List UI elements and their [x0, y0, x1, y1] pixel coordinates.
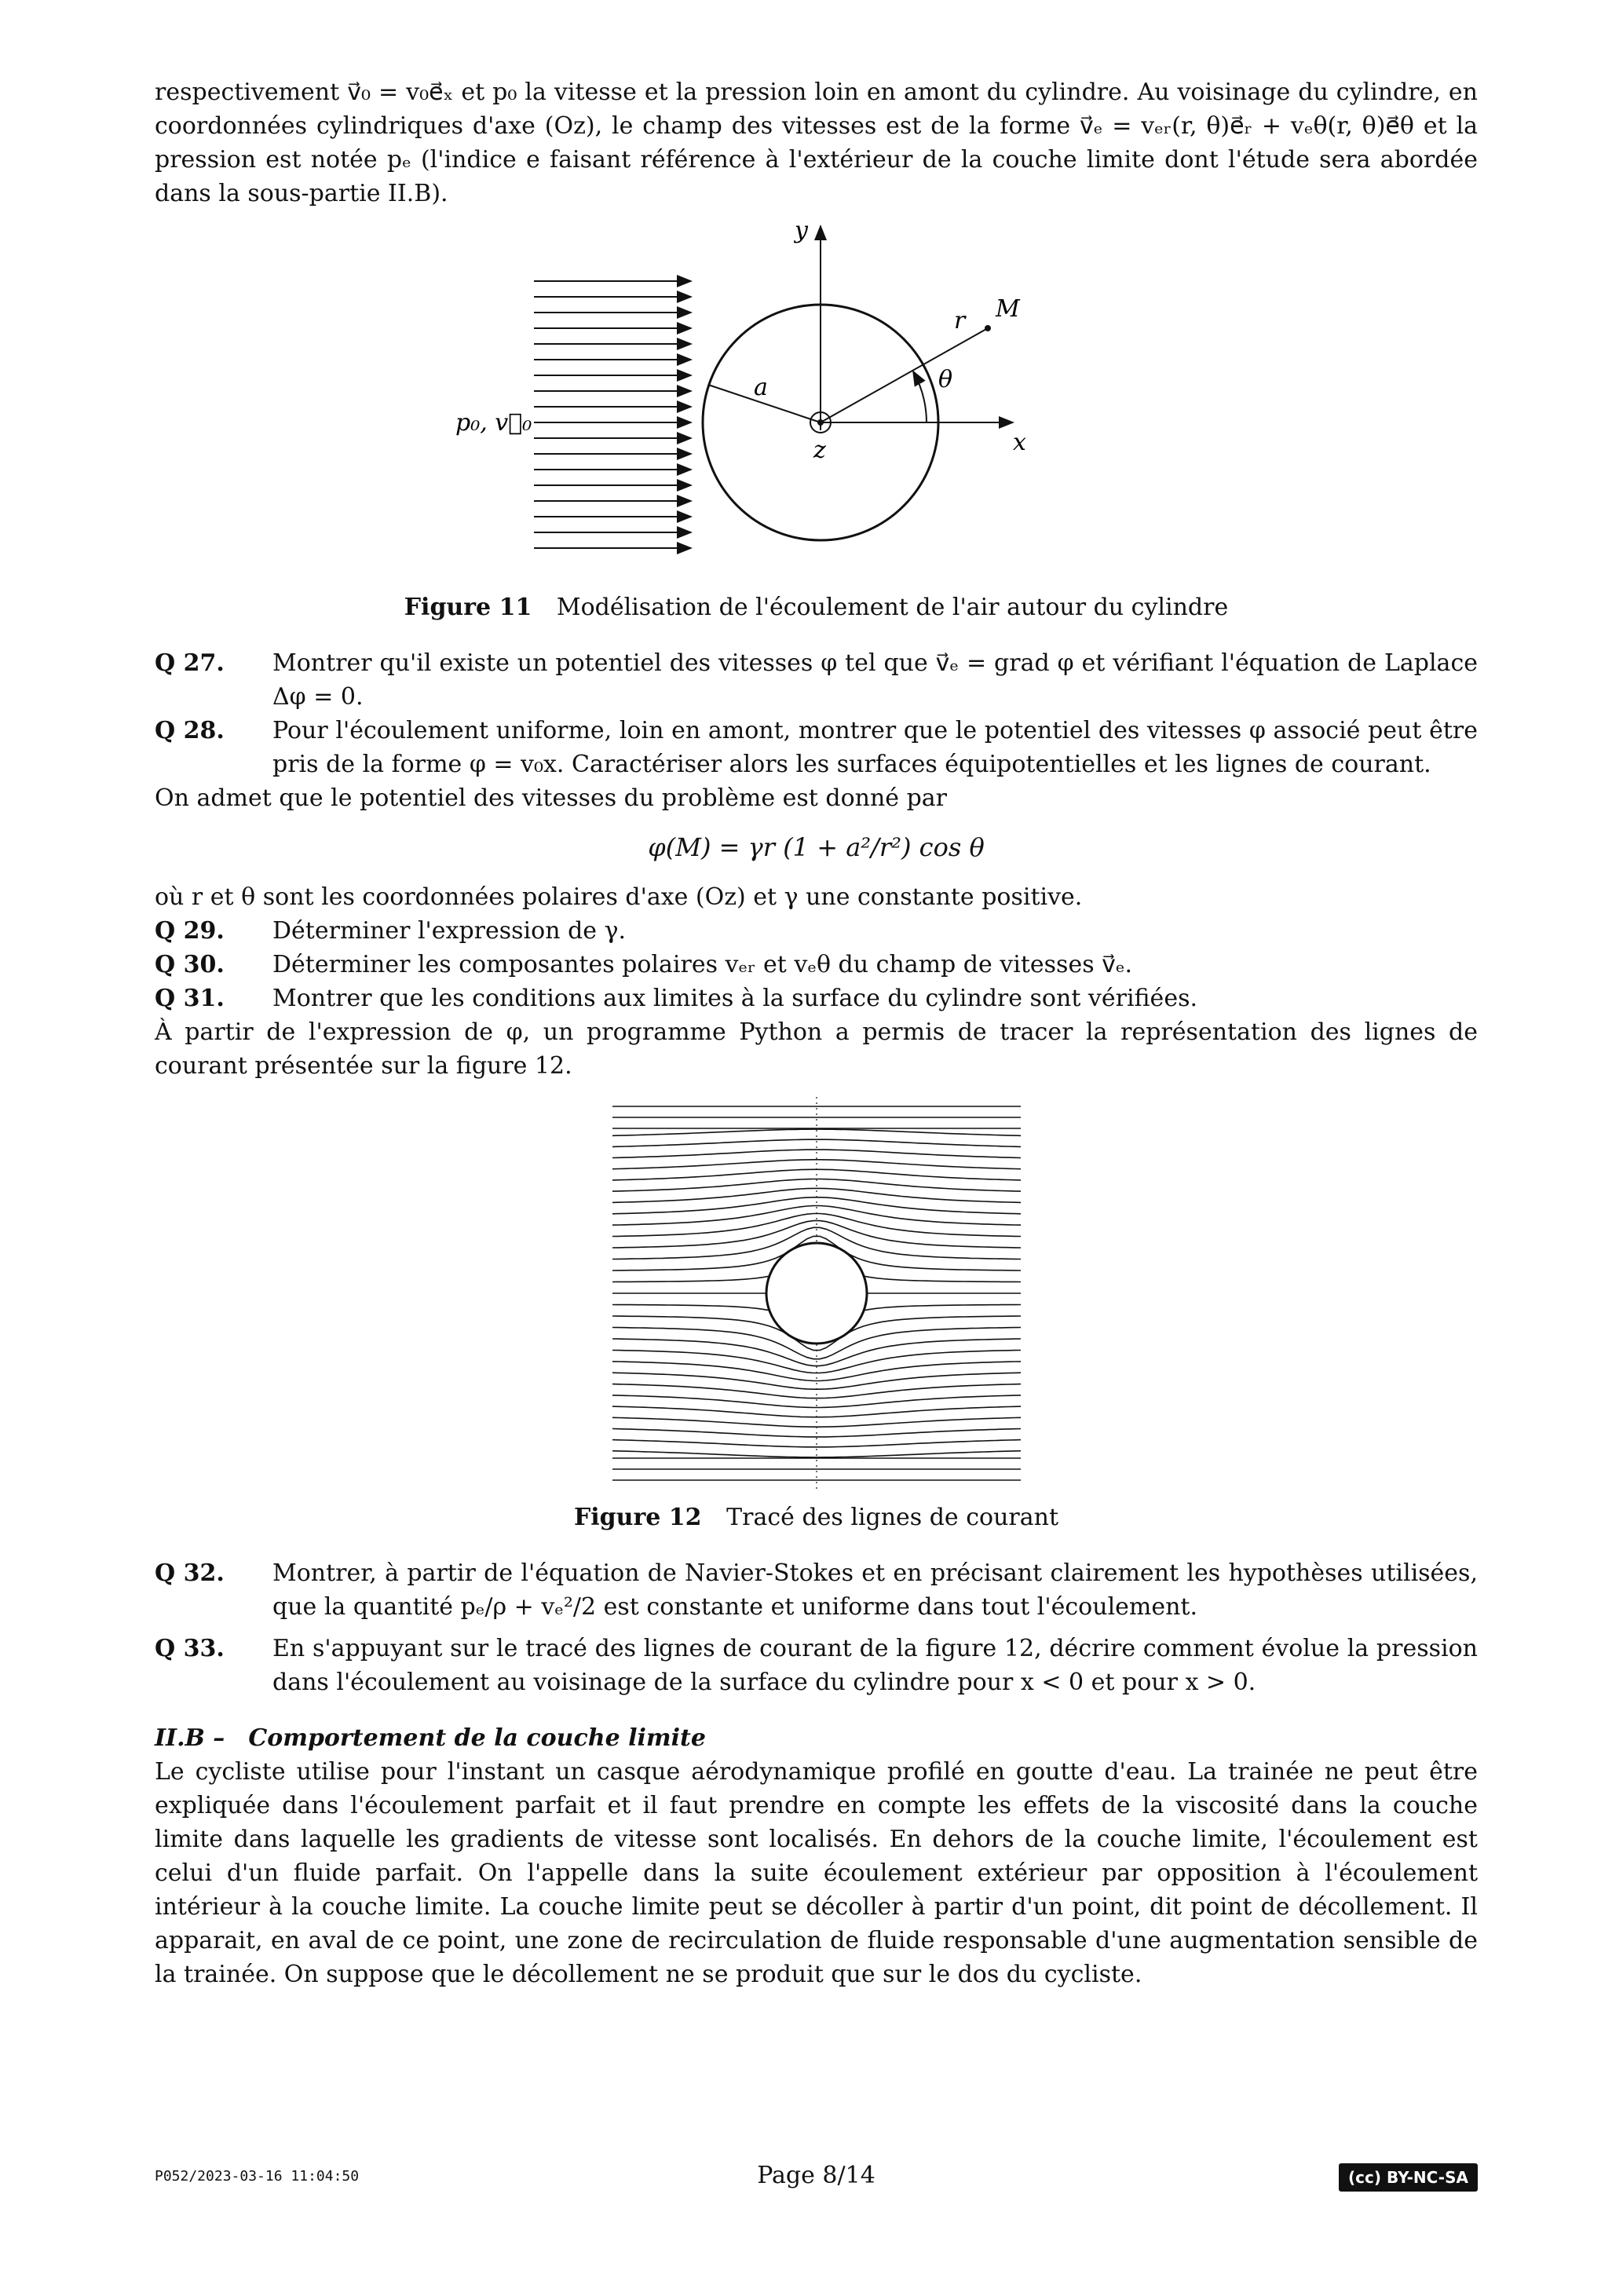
section-title: Comportement de la couche limite — [248, 1724, 706, 1752]
question-32: Q 32. Montrer, à partir de l'équation de Navier-Stokes et en précisant clairement les hypothèses utilisées, que la quantité pₑ/ρ + vₑ²/2 est constante et uniforme dans tout l'écoulement. — [155, 1559, 1478, 1621]
admit-text: On admet que le potentiel des vitesses du problème est donné par — [155, 784, 948, 812]
page-number: Page 8/14 — [757, 2162, 875, 2189]
streamline — [612, 1384, 1021, 1398]
python-text: À partir de l'expression de φ, un programme Python a permis de tracer la représentation des lignes de courant présentée sur la figure 12. — [155, 1018, 1478, 1080]
point-m — [985, 325, 991, 331]
question-30: Q 30. Déterminer les composantes polaires vₑᵣ et vₑθ du champ de vitesses v⃗ₑ. — [155, 951, 1133, 978]
question-31: Q 31. Montrer que les conditions aux limites à la surface du cylindre sont vérifiées. — [155, 985, 1197, 1012]
section-number: II.B – — [155, 1724, 225, 1752]
question-28: Q 28. Pour l'écoulement uniforme, loin en amont, montrer que le potentiel des vitesses φ associé peut être pris de la forme φ = v₀x. Caractériser alors les surfaces équipotentielles et les lignes de courant. — [155, 717, 1478, 778]
m-label: M — [995, 295, 1020, 323]
question-33: Q 33. En s'appuyant sur le tracé des lignes de courant de la figure 12, décrire comment évolue la pression dans l'écoulement au voisinage de la surface du cylindre pour x < 0 et pour x > 0. — [155, 1635, 1478, 1696]
streamline — [612, 1150, 1021, 1157]
streamline — [612, 1139, 1021, 1146]
figure-11-text: Modélisation de l'écoulement de l'air autour du cylindre — [556, 594, 1229, 621]
uniform-flow-arrows — [534, 281, 691, 548]
figure-12-number: Figure 12 — [573, 1504, 702, 1531]
y-label: y — [794, 217, 808, 244]
radius-r-line — [821, 328, 988, 422]
page-footer — [155, 2162, 1478, 2193]
question-29: Q 29. Déterminer l'expression de γ. — [155, 917, 627, 945]
figure-11 — [385, 210, 1248, 579]
footer-meta: P052/2023-03-16 11:04:50 — [155, 2168, 360, 2184]
potential-equation: φ(M) = γr (1 + a²/r²) cos θ — [648, 832, 985, 862]
cylinder-section — [766, 1243, 867, 1344]
figure-11-number: Figure 11 — [404, 594, 532, 621]
license-badge: (cc) BY-NC-SA — [1339, 2163, 1478, 2192]
theta-label: θ — [938, 366, 952, 393]
r-label: r — [953, 307, 965, 335]
question-27: Q 27. Montrer qu'il existe un potentiel des vitesses φ tel que v⃗ₑ = grad φ et vérifiant l'équation de Laplace Δφ = 0. — [155, 649, 1478, 711]
section-heading — [155, 1721, 1478, 1755]
figure-12-caption — [155, 1501, 1478, 1534]
section-paragraph: Le cycliste utilise pour l'instant un casque aérodynamique profilé en goutte d'eau. La trainée ne peut être expliquée dans l'écoulement parfait et il faut prendre en compte les effets de la viscosité dans la couche limite dans laquelle les gradients de vitesse sont localisés. En dehors de la couche limite, l'écoulement est celui d'un fluide parfait. On l'appelle dans la suite écoulement extérieur par opposition à l'écoulement intérieur à la couche limite. La couche limite peut se décoller à partir d'un point, dit point de décollement. Il apparait, en aval de ce point, une zone de recirculation de fluide responsable d'une augmentation sensible de la trainée. On suppose que le décollement ne se produit que sur le dos du cycliste. — [155, 1758, 1478, 1988]
figure-12 — [612, 1097, 1021, 1490]
z-label: z — [813, 437, 826, 464]
intro-paragraph: respectivement v⃗₀ = v₀e⃗ₓ et p₀ la vitesse et la pression loin en amont du cylindre. Au voisinage du cylindre, en coordonnées cylindriques d'axe (Oz), le champ des vitesses est de la forme v⃗ₑ = vₑᵣ(r, θ)e⃗ᵣ + vₑθ(r, θ)e⃗θ et la pression est notée pₑ (l'indice e faisant référence à l'extérieur de la couche limite dont l'étude sera abordée dans la sous-partie II.B). — [155, 79, 1478, 207]
x-label: x — [1012, 429, 1026, 456]
figure-12-text: Tracé des lignes de courant — [726, 1504, 1059, 1531]
where-text: où r et θ sont les coordonnées polaires d'axe (Oz) et γ une constante positive. — [155, 883, 1083, 911]
p0-v0-label: p₀, v⃗₀ — [455, 409, 532, 437]
streamline — [612, 1206, 1021, 1226]
a-label: a — [753, 374, 768, 401]
streamline — [612, 1451, 1021, 1457]
figure-11-caption — [155, 590, 1478, 624]
page-content — [155, 75, 1478, 1991]
theta-arc — [913, 371, 927, 422]
